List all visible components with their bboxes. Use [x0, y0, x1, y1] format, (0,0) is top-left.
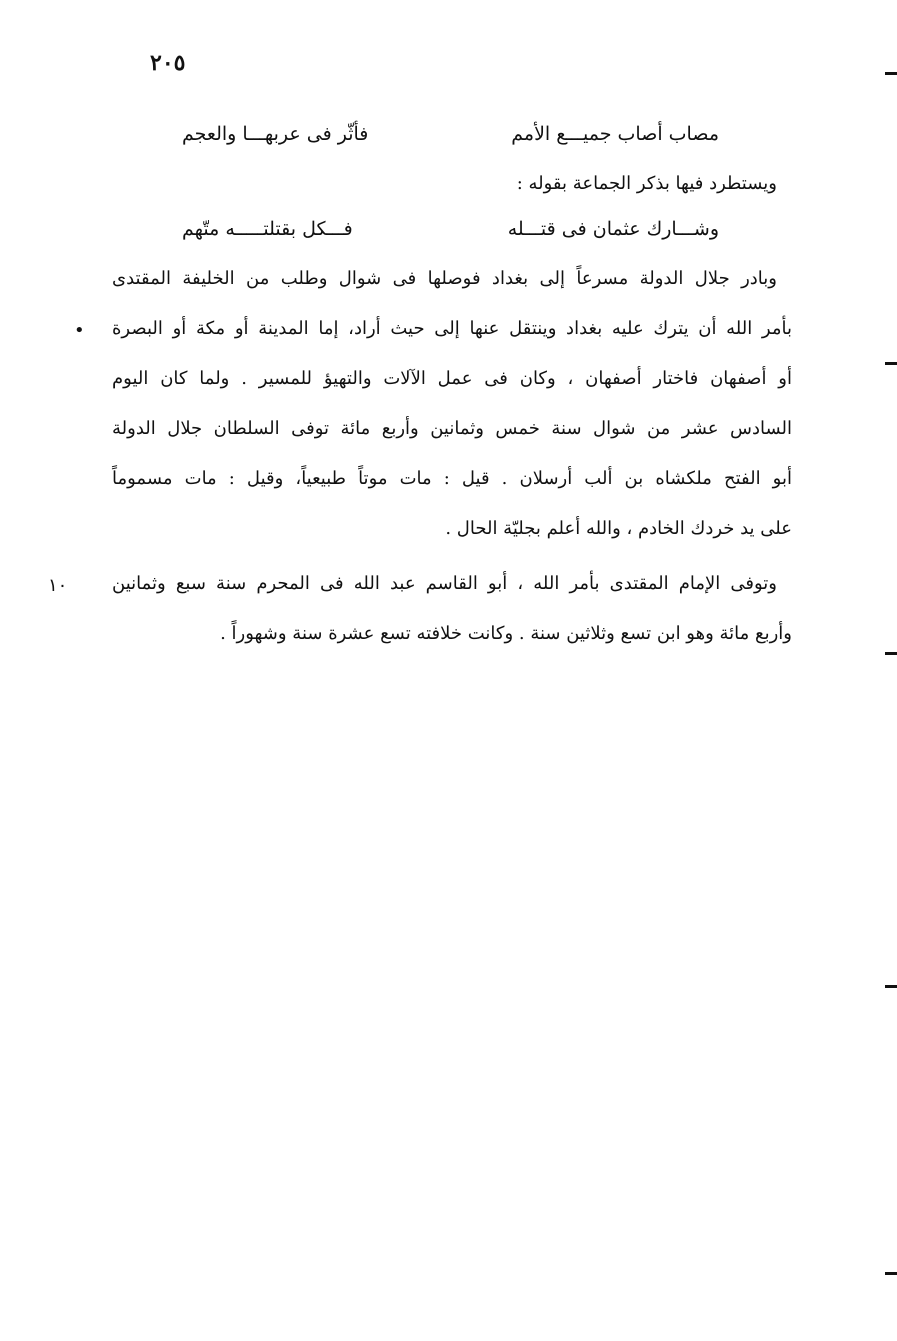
paragraph-2-line: وتوفى الإمام المقتدى بأمر الله ، أبو القاسم عبد الله فى المحرم سنة سبع وثمانين: [112, 573, 777, 594]
verse-1: [0, 125, 897, 155]
edge-tick: [885, 985, 897, 988]
page-number: ٢٠٥: [150, 50, 186, 76]
verse-2-first-hemistich: وشـــارك عثمان فى قتـــله: [507, 218, 719, 240]
verse-1-first-hemistich: مصاب أصاب جميـــع الأمم: [511, 123, 719, 145]
verse-2-second-hemistich: فـــكل بقتلتـــــه متّهم: [182, 218, 353, 240]
paragraph-1-line: بأمر الله أن يترك عليه بغداد وينتقل عنها إلى حيث أراد، إما المدينة أو مكة أو البصرة: [112, 318, 792, 339]
paragraph-1-line: على يد خردك الخادم ، والله أعلم بجليّة الحال .: [445, 518, 792, 539]
verse-1-second-hemistich: فأثّر فى عربهـــا والعجم: [182, 123, 369, 145]
paragraph-1-line: أبو الفتح ملكشاه بن ألب أرسلان . قيل : مات موتاً طبيعياً، وقيل : مات مسموماً: [112, 468, 792, 489]
verse-2: [0, 220, 897, 250]
edge-tick: [885, 362, 897, 365]
paragraph-1-line: وبادر جلال الدولة مسرعاً إلى بغداد فوصلها فى شوال وطلب من الخليفة المقتدى: [112, 268, 777, 289]
edge-tick: [885, 652, 897, 655]
margin-dot-marker: •: [74, 320, 85, 341]
paragraph-1-line: السادس عشر من شوال سنة خمس وثمانين وأربع مائة توفى السلطان جلال الدولة: [112, 418, 792, 439]
paragraph-2-line: وأربع مائة وهو ابن تسع وثلاثين سنة . وكانت خلافته تسع عشرة سنة وشهوراً .: [220, 623, 792, 644]
paragraph-1-line: أو أصفهان فاختار أصفهان ، وكان فى عمل الآلات والتهيؤ للمسير . ولما كان اليوم: [112, 368, 792, 389]
margin-line-number: ١٠: [48, 575, 68, 596]
edge-tick: [885, 72, 897, 75]
intro-line: ويستطرد فيها بذكر الجماعة بقوله :: [516, 173, 777, 194]
edge-tick: [885, 1272, 897, 1275]
